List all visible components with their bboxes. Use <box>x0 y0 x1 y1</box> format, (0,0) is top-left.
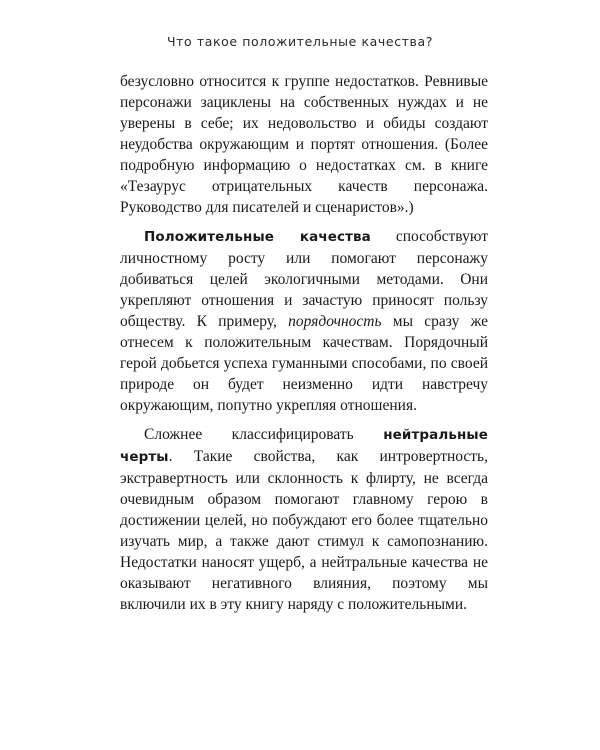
paragraph-2-text-a: способствуют личностному росту или помогают персонажу добиваться целей экологичными методами. Они укрепляют отношения и зачастую приносят пользу обществу. К примеру, <box>120 228 488 330</box>
paragraph-3-text-b: . Такие свойства, как интровертность, экстравертность или склонность к флирту, не всегда очевидным образом помогают главному герою в достижении целей, но побуждают его более тщательно изучать мир, а также дают стимул к самопознанию. Недостатки наносят ущерб, а нейтральные качества не оказывают негативного влияния, поэтому мы включили их в эту книгу наряду с положительными. <box>120 448 488 613</box>
paragraph-2 <box>120 226 488 416</box>
running-head-title: Что такое положительные качества? <box>166 34 434 49</box>
body-text <box>120 71 488 623</box>
paragraph-2-text-b: мы сразу же отнесем к положительным качествам. Порядочный герой добьется успеха гуманными способами, по своей природе он будет неизменно идти навстречу окружающим, попутно укрепляя отношения. <box>120 313 488 414</box>
paragraph-1 <box>120 71 488 218</box>
term-neutral-traits: нейтральные черты <box>120 427 488 465</box>
emphasis-decency: порядочность <box>288 313 382 330</box>
paragraph-3-text-a: Сложнее классифицировать <box>144 426 384 443</box>
term-positive-qualities: Положительные качества <box>144 229 371 245</box>
paragraph-1-text: безусловно относится к группе недостатков. Ревнивые персонажи зациклены на собственных нуждах и не уверены в себе; их недовольство и обиды создают неудобства окружающим и портят отношения. (Более подробную информацию о недостатках см. в книге «Тезаурус отрицательных качеств персонажа. Руководство для писателей и сценаристов».) <box>120 73 488 216</box>
paragraph-3 <box>120 424 488 615</box>
